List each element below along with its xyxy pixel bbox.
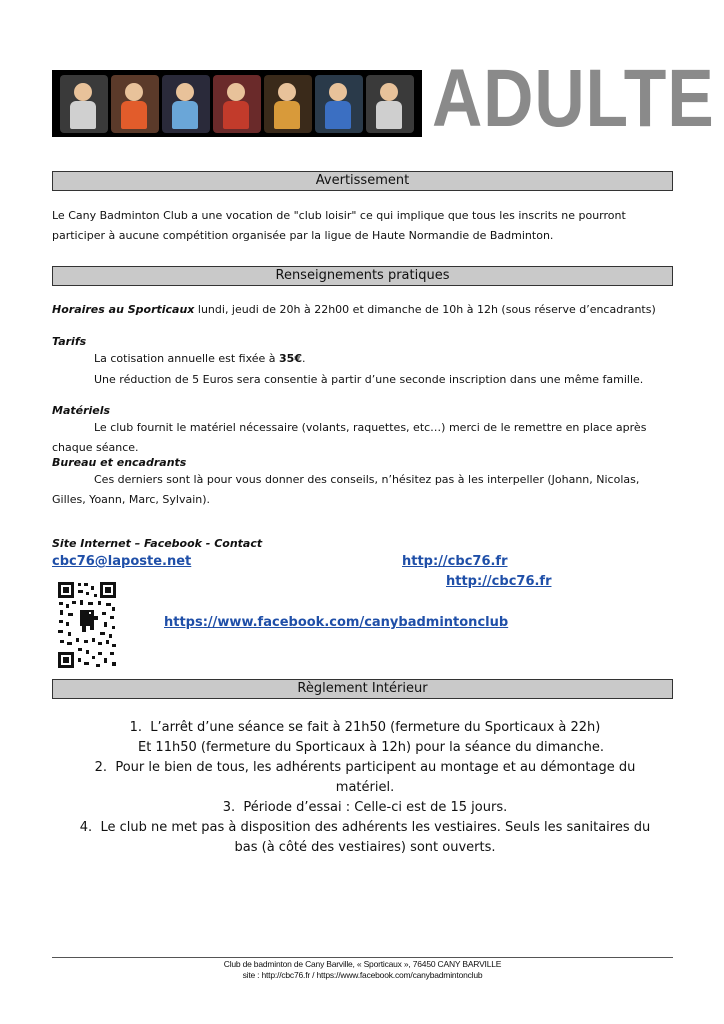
section-title-reglement: Règlement Intérieur — [52, 679, 673, 699]
bureau-line: Ces derniers sont là pour vous donner des conseils, n’hésitez pas à les interpeller (Johann, Nicolas, — [94, 473, 640, 486]
rules-list — [60, 718, 670, 858]
tarifs-text-end: . — [302, 352, 306, 365]
rule-item-4 — [60, 818, 670, 838]
badminton-photo — [264, 75, 312, 133]
photo-banner — [52, 70, 422, 137]
footer — [52, 959, 673, 981]
tarifs-heading: Tarifs — [52, 335, 87, 348]
tarifs-text: La cotisation annuelle est fixée à — [94, 352, 280, 365]
footer-divider — [52, 957, 673, 958]
rule-text: Pour le bien de tous, les adhérents participent au montage et au démontage du — [115, 760, 636, 775]
badminton-photo — [60, 75, 108, 133]
rule-number: 1. — [129, 720, 143, 735]
badminton-photo — [315, 75, 363, 133]
facebook-link[interactable]: https://www.facebook.com/canybadmintonclub — [164, 615, 509, 630]
badminton-photo — [162, 75, 210, 133]
tarifs-line — [52, 349, 682, 369]
avertissement-line: Le Cany Badminton Club a une vocation de "club loisir" ce qui implique que tous les inscrits ne pourront — [52, 209, 626, 222]
badminton-photo — [366, 75, 414, 133]
contact-heading: Site Internet – Facebook - Contact — [52, 537, 263, 550]
badminton-photo — [111, 75, 159, 133]
rule-item-1 — [60, 718, 670, 738]
site-link-secondary[interactable]: http://cbc76.fr — [446, 574, 552, 589]
section-title-renseignements: Renseignements pratiques — [52, 266, 673, 286]
rule-item-4-cont: bas (à côté des vestiaires) sont ouverts. — [234, 840, 496, 855]
rule-item-1-cont: Et 11h50 (fermeture du Sporticaux à 12h) pour la séance du dimanche. — [137, 740, 604, 755]
rule-item-2 — [60, 758, 670, 778]
tarifs-reduction: Une réduction de 5 Euros sera consentie à partir d’une seconde inscription dans une même famille. — [94, 373, 644, 386]
qr-code-icon — [56, 580, 118, 670]
tarifs-block — [52, 332, 682, 390]
rule-text: Le club ne met pas à disposition des adhérents les vestiaires. Seuls les sanitaires du — [100, 820, 651, 835]
materiels-line: chaque séance. — [52, 441, 139, 454]
badminton-photo — [213, 75, 261, 133]
rule-item-2-cont: matériel. — [335, 780, 395, 795]
avertissement-line: participer à aucune compétition organisée par la ligue de Haute Normandie de Badminton. — [52, 229, 554, 242]
rule-number: 3. — [222, 800, 236, 815]
horaires-text: lundi, jeudi de 20h à 22h00 et dimanche de 10h à 12h (sous réserve d’encadrants) — [194, 303, 656, 316]
footer-address: Club de badminton de Cany Barville, « Sporticaux », 76450 CANY BARVILLE — [223, 959, 502, 969]
section-title-avertissement: Avertissement — [52, 171, 673, 191]
rule-item-3 — [60, 798, 670, 818]
rule-number: 2. — [94, 760, 108, 775]
avertissement-text — [52, 206, 682, 246]
email-link[interactable]: cbc76@laposte.net — [52, 554, 192, 569]
materiels-line: Le club fournit le matériel nécessaire (volants, raquettes, etc…) merci de le remettre en place après — [94, 421, 647, 434]
bureau-line: Gilles, Yoann, Marc, Sylvain). — [52, 493, 211, 506]
tarifs-price: 35€ — [279, 352, 302, 365]
materiels-heading: Matériels — [52, 404, 111, 417]
horaires-line — [52, 300, 682, 320]
rule-number: 4. — [79, 820, 93, 835]
materiels-block — [52, 401, 682, 458]
footer-sites: site : http://cbc76.fr / https://www.facebook.com/canybadmintonclub — [242, 970, 483, 980]
rule-text: L’arrêt d’une séance se fait à 21h50 (fermeture du Sporticaux à 22h) — [150, 720, 601, 735]
bureau-heading: Bureau et encadrants — [52, 456, 187, 469]
bureau-block — [52, 453, 682, 510]
page-title: ADULTE — [432, 53, 715, 144]
site-link[interactable]: http://cbc76.fr — [402, 554, 508, 569]
horaires-heading: Horaires au Sporticaux — [52, 303, 195, 316]
rule-text: Période d’essai : Celle-ci est de 15 jours. — [243, 800, 508, 815]
